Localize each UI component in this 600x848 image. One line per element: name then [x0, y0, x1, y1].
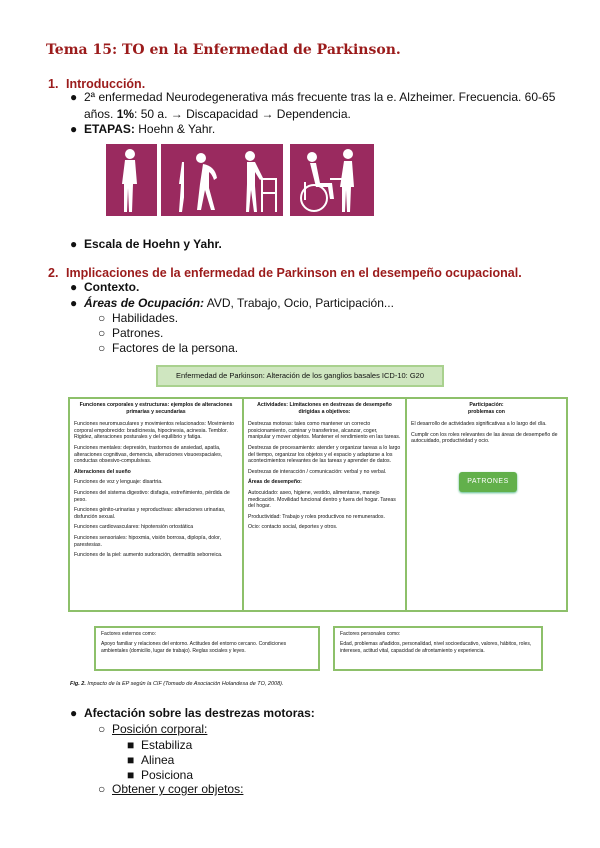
intro-bullet-1: ● 2ª enfermedad Neurodegenerativa más frecuente tras la e. Alzheimer. Frecuencia. 60-65 años. 1%: 50 a. → Discapacidad → Dependencia. — [70, 90, 556, 121]
col1-item: Funciones génito-urinarias y reproductivas: alteraciones urinarias, disfunción sexual. — [74, 507, 226, 520]
section-2-title: Implicaciones de la enfermedad de Parkinson en el desempeño ocupacional. — [66, 266, 522, 280]
posicion-sub-label: Posiciona — [141, 768, 194, 782]
col3-heading-2: problemas con — [468, 408, 505, 415]
posicion-sub-3: ■ Posiciona — [127, 768, 194, 782]
figure-col-functions — [70, 399, 244, 610]
intro-line-2-bold: 1% — [116, 107, 135, 121]
col1-item: Funciones cardiovasculares: hipotensión ortostática — [74, 524, 194, 531]
intro-line-2b: : 50 a. → Discapacidad → Dependencia. — [134, 107, 351, 121]
section-2-heading — [48, 266, 522, 280]
col1-item: Funciones de voz y lenguaje: disartria. — [74, 479, 163, 486]
figure-banner: Enfermedad de Parkinson: Alteración de los ganglios basales ICD-10: G20 — [156, 365, 444, 387]
page-title: Tema 15: TO en la Enfermedad de Parkinson. — [46, 42, 401, 58]
col2-item: Destrezas de procesamiento: atender y organizar tareas a lo largo del tiempo, organizar los objetos y el espacio y adaptarse a los acontecimientos relevantes de las tareas y aprender de datos. — [248, 444, 401, 465]
sub-item-label: Patrones. — [112, 326, 164, 340]
sub-item-label: Factores de la persona. — [112, 341, 239, 355]
posicion-item: ○ Posición corporal: — [98, 722, 208, 736]
col2-item: Productividad: Trabajo y roles productivos no remunerados. — [248, 513, 385, 520]
sub-item-patrones: ○ Patrones. — [98, 326, 164, 340]
col2-item: Destrezas de interacción / comunicación: verbal y no verbal. — [248, 468, 387, 475]
figure-col-participation — [407, 399, 566, 610]
personal-factors-text: Edad, problemas añadidos, personalidad, nivel socioeducativo, valores, hábitos, roles, intereses, actitud vital, capacidad de afrontamiento y experiencia. — [340, 641, 532, 654]
obtener-item: ○ Obtener y coger objetos: — [98, 782, 244, 796]
col1-item: Funciones de la piel: aumento sudoración, dermatitis seborreica. — [74, 552, 223, 559]
col2-item: Destrezas motoras: tales como mantener un correcto posicionamiento, caminar y transferirse, alcanzar, coger, manipular y mover objetos. Mantener el rendimiento en las tareas. — [248, 421, 401, 441]
figure-caption — [70, 681, 284, 687]
col2-item: Áreas de desempeño: — [248, 479, 302, 486]
sub-item-label: Habilidades. — [112, 311, 179, 325]
escala-label: Escala de Hoehn y Yahr. — [84, 237, 222, 251]
stage-3-figure — [184, 144, 235, 216]
col1-item: Funciones sensoriales: hipoxmia, visión borrosa, diplopía, dolor, parestesias. — [74, 534, 222, 548]
section-2-number: 2. — [48, 266, 59, 280]
stage-4-figure — [232, 144, 283, 216]
figure-col-activities — [244, 399, 407, 610]
sub-item-factores: ○ Factores de la persona. — [98, 341, 239, 355]
col3-item: El desarrollo de actividades significativas a lo largo del día. — [411, 421, 547, 428]
posicion-sub-1: ■ Estabiliza — [127, 738, 193, 752]
intro-line-1: 2ª enfermedad Neurodegenerativa más frecuente tras la e. Alzheimer. Frecuencia. 60-65 — [84, 90, 556, 104]
col3-item: Cumplir con los roles relevantes de las áreas de desempeño de autocuidado, productividad y ocio. — [411, 431, 558, 445]
areas-label: Áreas de Ocupación: — [84, 296, 205, 310]
patrones-badge: PATRONES — [459, 472, 517, 492]
col3-heading-1: Participación: — [469, 402, 504, 408]
col2-item: Ocio: contacto social, deportes y otros. — [248, 524, 338, 531]
escala-bullet: ● Escala de Hoehn y Yahr. — [70, 237, 222, 251]
etapas-bullet: ● ETAPAS: Hoehn & Yahr. — [70, 122, 216, 136]
stage-1-figure — [106, 144, 157, 216]
areas-text: AVD, Trabajo, Ocio, Participación... — [204, 296, 394, 310]
section-1-title: Introducción. — [66, 77, 146, 91]
posicion-sub-label: Estabiliza — [141, 738, 193, 752]
destrezas-heading: Afectación sobre las destrezas motoras: — [84, 706, 315, 720]
col1-item: Funciones neuromusculares y movimientos relacionados: Movimiento corporal empobrecido: bradicinesia, hipocinesia, acinesia. Temblor. Rigidez, alteraciones posturales y del equilibrio y fatiga. — [74, 421, 235, 441]
etapas-label: ETAPAS: — [84, 122, 135, 136]
areas-bullet: ● Áreas de Ocupación: AVD, Trabajo, Ocio, Participación... — [70, 296, 394, 310]
env-factors-heading: Factores externos como: — [101, 631, 157, 637]
sub-item-habilidades: ○ Habilidades. — [98, 311, 179, 325]
col2-item: Autocuidado: aseo, higiene, vestido, alimentarse, manejo medicación. Movilidad funcional dentro y fuera del hogar. Tareas del hogar. — [248, 489, 396, 510]
contexto-bullet: ● Contexto. — [70, 280, 140, 294]
personal-factors-box — [333, 626, 543, 671]
stage-5-figure — [290, 144, 374, 216]
etapas-text: Hoehn & Yahr. — [134, 122, 216, 136]
col1-item: Funciones mentales: depresión, trastornos de ansiedad, apatía, alteraciones cognitivas, demencia, alteraciones visuoespaciales, conductas obsesivo-compulsivas. — [74, 444, 223, 465]
col1-heading: Funciones corporales y estructuras: ejemplos de alteraciones primarias y secundarias — [79, 402, 233, 415]
obtener-label: Obtener y coger objetos: — [112, 782, 244, 796]
destrezas-bullet: ● Afectación sobre las destrezas motoras: — [70, 706, 315, 720]
posicion-sub-label: Alinea — [141, 753, 175, 767]
env-factors-box — [94, 626, 320, 671]
caption-label: Fig. 2. — [70, 681, 86, 687]
figure-main-box — [68, 397, 568, 612]
col2-heading: Actividades: Limitaciones en destrezas de desempeño dirigidas a objetivos: — [257, 402, 392, 415]
intro-line-2a: años. — [84, 107, 117, 121]
col1-item: Funciones del sistema digestivo: disfagia, estreñimiento, pérdida de peso. — [74, 489, 230, 503]
col1-item: Alteraciones del sueño — [74, 468, 131, 475]
caption-text: Impacto de la EP según la CIF (Tomado de Asociación Holandesa de TO, 2008). — [85, 681, 284, 687]
posicion-sub-2: ■ Alinea — [127, 753, 175, 767]
posicion-label: Posición corporal: — [112, 722, 208, 736]
contexto-label: Contexto. — [84, 280, 140, 294]
section-1-number: 1. — [48, 77, 59, 91]
env-factors-text: Apoyo familiar y relaciones del entorno. Actitudes del entorno cercano. Condiciones ambientales (domicilio, lugar de trabajo). Reglas sociales y leyes. — [101, 641, 287, 654]
personal-factors-heading: Factores personales como: — [340, 631, 401, 637]
